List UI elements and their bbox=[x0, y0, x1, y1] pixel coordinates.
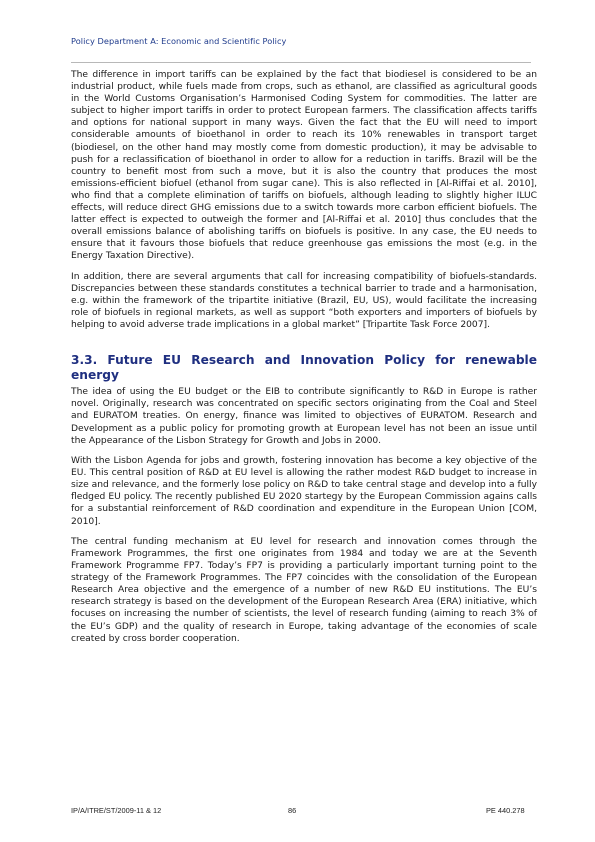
paragraph-lisbon-agenda: With the Lisbon Agenda for jobs and growth, fostering innovation has become a key objective of the EU. This central position of R&D at EU level is allowing the rather modest R&D budget to increase in size and relevance, and the formerly lose policy on R&D to take central stage and develop into a fully fledged EU policy. The recently published EU 2020 startegy by the European Commission agains calls for a substantial reinforcement of R&D coordination and expenditure in the European Union [COM, 2010]. bbox=[71, 456, 537, 527]
footer-doc-ref: IP/A/ITRE/ST/2009-11 & 12 bbox=[71, 806, 162, 815]
footer-pe-number: PE 440.278 bbox=[486, 806, 525, 815]
paragraph-biofuel-standards: In addition, there are several arguments that call for increasing compatibility of biofuels-standards. Discrepancies between these standards constitutes a technical barrier to trade and a harmonisation, e.g. within the framework of the tripartite initiative (Brazil, EU, US), would facilitate the increasing role of biofuels in regional markets, as well as support “both exporters and importers of biofuels by helping to avoid adverse trade implications in a global market” [Tripartite Task Force 2007]. bbox=[71, 271, 537, 331]
body-text bbox=[71, 69, 537, 653]
header-divider bbox=[71, 62, 531, 63]
paragraph-framework-programmes: The central funding mechanism at EU level for research and innovation comes through the Framework Programmes, the first one originates from 1984 and today we are at the Seventh Framework Programme FP7. Today’s FP7 is providing a particularly important turning point to the strategy of the Framework Programmes. The FP7 coincides with the consolidation of the European Research Area objective and the emergence of a number of new R&D EU institutions. The EU’s research strategy is based on the development of the European Research Area (ERA) initiative, which focuses on increasing the number of scientists, the level of research funding (aiming to reach 3% of the EU’s GDP) and the quality of research in Europe, taking advantage of the economies of scale created by cross border cooperation. bbox=[71, 536, 537, 644]
footer-page-number: 86 bbox=[288, 806, 297, 815]
paragraph-import-tariffs: The difference in import tariffs can be explained by the fact that biodiesel is considered to be an industrial product, while fuels made from crops, such as ethanol, are classified as agricultural goods in the World Customs Organisation’s Harmonised Coding System for commodities. The latter are subject to higher import tariffs in order to protect European farmers. The classification affects tariffs and options for national support in many ways. Given the fact that the EU will need to import considerable amounts of bioethanol in order to reach its 10% renewables in transport target (biodiesel, on the other hand may mostly come from domestic production), it may be advisable to push for a reclassification of bioethanol in order to allow for a reduction in tariffs. Brazil will be the country to benefit most from such a move, but it is also the country that produces the most emissions-efficient biofuel (ethanol from sugar cane). This is also reflected in [Al-Riffai et al. 2010], who find that a complete elimination of tariffs on biofuels, although leading to slightly higher ILUC effects, will reduce direct GHG emissions due to a switch towards more carbon efficient biofuels. The latter effect is expected to outweigh the former and [Al-Riffai et al. 2010] thus concludes that the overall emissions balance of abolishing tariffs on biofuels is positive. In any case, the EU needs to ensure that it favours those biofuels that reduce greenhouse gas emissions the most (e.g. in the Energy Taxation Directive). bbox=[71, 70, 537, 262]
section-heading: 3.3. Future EU Research and Innovation Policy for renewable energy bbox=[71, 353, 537, 383]
paragraph-eu-budget-rd: The idea of using the EU budget or the EIB to contribute significantly to R&D in Europe is rather novel. Originally, research was concentrated on specific sectors originating from the Coal and Steel and EURATOM treaties. On energy, finance was limited to objectives of EURATOM. Research and Development as a public policy for promoting growth at European level has not been an issue until the Appearance of the Lisbon Strategy for Growth and Jobs in 2000. bbox=[71, 387, 537, 446]
running-header: Policy Department A: Economic and Scientific Policy bbox=[71, 36, 287, 46]
